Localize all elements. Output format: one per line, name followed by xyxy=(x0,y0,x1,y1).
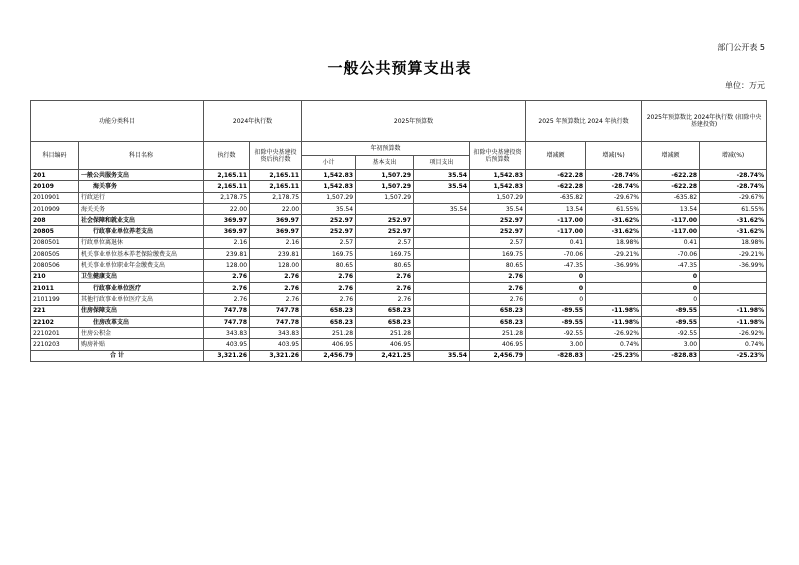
row-change-pct: -29.21% xyxy=(586,249,642,260)
row-subtotal: 251.28 xyxy=(302,328,356,339)
row-change-amount: -622.28 xyxy=(526,181,586,192)
row-project xyxy=(414,305,470,316)
table-row xyxy=(31,170,767,181)
row-budget-excl: 252.97 xyxy=(470,215,526,226)
row-name: 机关事业单位基本养老保险缴费支出 xyxy=(79,249,204,260)
row-change-amount: -89.55 xyxy=(526,305,586,316)
row-exec: 2.16 xyxy=(204,237,250,248)
row-exec: 2.76 xyxy=(204,271,250,282)
header-project: 项目支出 xyxy=(414,156,470,170)
table-row xyxy=(31,339,767,350)
row-exec: 747.78 xyxy=(204,316,250,327)
table-row xyxy=(31,316,767,327)
row-exec-excl: 747.78 xyxy=(250,316,302,327)
row-subtotal: 2.57 xyxy=(302,237,356,248)
row-exec-excl: 2,165.11 xyxy=(250,170,302,181)
row-budget-excl: 35.54 xyxy=(470,203,526,214)
row-budget-excl: 1,542.83 xyxy=(470,170,526,181)
total-row xyxy=(31,350,767,361)
row-code: 2010901 xyxy=(31,192,79,203)
row-name: 行政事业单位医疗 xyxy=(79,282,204,293)
row-exec: 2.76 xyxy=(204,282,250,293)
row-change-pct-2: 18.98% xyxy=(700,237,767,248)
row-exec-excl: 2,178.75 xyxy=(250,192,302,203)
row-subtotal: 2.76 xyxy=(302,271,356,282)
row-change-pct: -31.62% xyxy=(586,215,642,226)
total-label: 合 计 xyxy=(31,350,204,361)
row-change-amount: 0.41 xyxy=(526,237,586,248)
row-project xyxy=(414,271,470,282)
row-budget-excl: 1,542.83 xyxy=(470,181,526,192)
row-exec-excl: 2,165.11 xyxy=(250,181,302,192)
table-row xyxy=(31,305,767,316)
row-code: 2210201 xyxy=(31,328,79,339)
row-basic: 2.76 xyxy=(356,271,414,282)
row-exec-excl: 2.76 xyxy=(250,294,302,305)
total-change-pct-2: -25.23% xyxy=(700,350,767,361)
row-change-pct: -36.99% xyxy=(586,260,642,271)
row-exec-excl: 128.00 xyxy=(250,260,302,271)
row-name: 住房保障支出 xyxy=(79,305,204,316)
row-basic: 252.97 xyxy=(356,215,414,226)
header-change-amount-2: 增减额 xyxy=(642,142,700,170)
row-change-amount-2: 13.54 xyxy=(642,203,700,214)
row-budget-excl: 406.95 xyxy=(470,339,526,350)
row-change-pct: -31.62% xyxy=(586,226,642,237)
row-exec: 343.83 xyxy=(204,328,250,339)
row-subtotal: 406.95 xyxy=(302,339,356,350)
row-change-amount-2: -622.28 xyxy=(642,181,700,192)
row-exec: 22.00 xyxy=(204,203,250,214)
row-budget-excl: 2.76 xyxy=(470,282,526,293)
row-change-pct-2: 61.55% xyxy=(700,203,767,214)
row-exec: 239.81 xyxy=(204,249,250,260)
row-exec-excl: 369.97 xyxy=(250,226,302,237)
row-budget-excl: 658.23 xyxy=(470,305,526,316)
row-project xyxy=(414,260,470,271)
row-change-pct xyxy=(586,282,642,293)
table-row xyxy=(31,226,767,237)
row-basic: 1,507.29 xyxy=(356,192,414,203)
row-project: 35.54 xyxy=(414,181,470,192)
table-row xyxy=(31,294,767,305)
header-category: 功能分类科目 xyxy=(31,101,204,142)
row-basic: 80.65 xyxy=(356,260,414,271)
row-basic: 658.23 xyxy=(356,305,414,316)
row-budget-excl: 2.57 xyxy=(470,237,526,248)
row-subtotal: 35.54 xyxy=(302,203,356,214)
row-name: 卫生健康支出 xyxy=(79,271,204,282)
table-row xyxy=(31,181,767,192)
total-change-pct: -25.23% xyxy=(586,350,642,361)
header-exec-amount: 执行数 xyxy=(204,142,250,170)
total-exec-excl: 3,321.26 xyxy=(250,350,302,361)
row-change-amount: 13.54 xyxy=(526,203,586,214)
header-code: 科目编码 xyxy=(31,142,79,170)
row-change-amount-2: -89.55 xyxy=(642,305,700,316)
row-name: 行政事业单位养老支出 xyxy=(79,226,204,237)
row-name: 机关事业单位职业年金缴费支出 xyxy=(79,260,204,271)
row-basic: 169.75 xyxy=(356,249,414,260)
row-change-amount: 0 xyxy=(526,271,586,282)
row-basic: 251.28 xyxy=(356,328,414,339)
row-project xyxy=(414,328,470,339)
row-change-pct: 18.98% xyxy=(586,237,642,248)
row-subtotal: 80.65 xyxy=(302,260,356,271)
table-row xyxy=(31,328,767,339)
row-basic: 1,507.29 xyxy=(356,181,414,192)
row-change-pct: -29.67% xyxy=(586,192,642,203)
row-change-amount-2: -92.55 xyxy=(642,328,700,339)
budget-table xyxy=(30,100,767,362)
row-change-amount-2: -635.82 xyxy=(642,192,700,203)
row-change-amount-2: -47.35 xyxy=(642,260,700,271)
row-subtotal: 2.76 xyxy=(302,282,356,293)
header-change-pct-2: 增减(%) xyxy=(700,142,767,170)
row-change-pct-2: 0.74% xyxy=(700,339,767,350)
row-subtotal: 658.23 xyxy=(302,316,356,327)
row-project xyxy=(414,249,470,260)
row-change-amount-2: 0.41 xyxy=(642,237,700,248)
row-code: 2080501 xyxy=(31,237,79,248)
row-change-pct-2: -31.62% xyxy=(700,215,767,226)
row-change-pct-2 xyxy=(700,294,767,305)
row-change-amount: -70.06 xyxy=(526,249,586,260)
header-change-pct: 增减(%) xyxy=(586,142,642,170)
row-change-amount-2: -622.28 xyxy=(642,170,700,181)
row-exec-excl: 2.76 xyxy=(250,271,302,282)
row-exec: 2,178.75 xyxy=(204,192,250,203)
row-exec: 403.95 xyxy=(204,339,250,350)
row-project xyxy=(414,294,470,305)
row-name: 其他行政事业单位医疗支出 xyxy=(79,294,204,305)
row-exec: 747.78 xyxy=(204,305,250,316)
row-exec: 2,165.11 xyxy=(204,181,250,192)
row-budget-excl: 658.23 xyxy=(470,316,526,327)
header-change-amount: 增减额 xyxy=(526,142,586,170)
row-project xyxy=(414,316,470,327)
total-change-amount: -828.83 xyxy=(526,350,586,361)
row-project xyxy=(414,226,470,237)
row-change-amount-2: -70.06 xyxy=(642,249,700,260)
row-change-pct: -28.74% xyxy=(586,181,642,192)
row-change-amount: -117.00 xyxy=(526,215,586,226)
row-name: 海关事务 xyxy=(79,181,204,192)
row-exec: 2.76 xyxy=(204,294,250,305)
table-body xyxy=(31,170,767,362)
row-change-amount: -117.00 xyxy=(526,226,586,237)
row-code: 208 xyxy=(31,215,79,226)
row-exec: 2,165.11 xyxy=(204,170,250,181)
row-basic: 406.95 xyxy=(356,339,414,350)
header-exec-2024: 2024年执行数 xyxy=(204,101,302,142)
row-subtotal: 1,542.83 xyxy=(302,181,356,192)
row-change-amount-2: 0 xyxy=(642,271,700,282)
table-row xyxy=(31,271,767,282)
row-exec-excl: 2.16 xyxy=(250,237,302,248)
total-subtotal: 2,456.79 xyxy=(302,350,356,361)
row-name: 海关关务 xyxy=(79,203,204,214)
row-basic: 252.97 xyxy=(356,226,414,237)
row-change-amount-2: 0 xyxy=(642,282,700,293)
row-subtotal: 169.75 xyxy=(302,249,356,260)
row-code: 20109 xyxy=(31,181,79,192)
row-change-amount: -92.55 xyxy=(526,328,586,339)
row-budget-excl: 80.65 xyxy=(470,260,526,271)
header-compare-excl: 2025年预算数比 2024年执行数 (扣除中央基建投资) xyxy=(642,101,767,142)
table-row xyxy=(31,237,767,248)
row-code: 2080505 xyxy=(31,249,79,260)
row-change-pct-2: -36.99% xyxy=(700,260,767,271)
unit-label: 单位：万元 xyxy=(725,81,765,90)
total-change-amount-2: -828.83 xyxy=(642,350,700,361)
row-budget-excl: 2.76 xyxy=(470,271,526,282)
row-code: 20805 xyxy=(31,226,79,237)
row-subtotal: 252.97 xyxy=(302,215,356,226)
row-code: 201 xyxy=(31,170,79,181)
row-change-amount: -622.28 xyxy=(526,170,586,181)
header-basic: 基本支出 xyxy=(356,156,414,170)
table-row xyxy=(31,249,767,260)
row-change-pct-2: -29.67% xyxy=(700,192,767,203)
header-name: 科目名称 xyxy=(79,142,204,170)
row-basic: 2.76 xyxy=(356,282,414,293)
row-basic xyxy=(356,203,414,214)
row-project: 35.54 xyxy=(414,170,470,181)
row-exec: 369.97 xyxy=(204,226,250,237)
row-project xyxy=(414,237,470,248)
row-name: 住房改革支出 xyxy=(79,316,204,327)
row-code: 21011 xyxy=(31,282,79,293)
row-name: 行政运行 xyxy=(79,192,204,203)
row-change-pct: 0.74% xyxy=(586,339,642,350)
row-code: 2010909 xyxy=(31,203,79,214)
page-title: 一般公共预算支出表 xyxy=(327,59,472,77)
row-exec-excl: 369.97 xyxy=(250,215,302,226)
row-project: 35.54 xyxy=(414,203,470,214)
row-basic: 2.76 xyxy=(356,294,414,305)
row-change-pct: -28.74% xyxy=(586,170,642,181)
row-project xyxy=(414,215,470,226)
row-change-pct: -26.92% xyxy=(586,328,642,339)
row-change-pct-2: -31.62% xyxy=(700,226,767,237)
row-name: 行政单位离退休 xyxy=(79,237,204,248)
table-row xyxy=(31,282,767,293)
row-budget-excl: 251.28 xyxy=(470,328,526,339)
header-subtotal: 小计 xyxy=(302,156,356,170)
row-change-pct-2: -11.98% xyxy=(700,305,767,316)
row-change-amount: -89.55 xyxy=(526,316,586,327)
row-code: 221 xyxy=(31,305,79,316)
header-exec-excl: 扣除中央基建投资后执行数 xyxy=(250,142,302,170)
row-change-pct xyxy=(586,294,642,305)
header-compare-exec: 2025 年预算数比 2024 年执行数 xyxy=(526,101,642,142)
row-project xyxy=(414,192,470,203)
row-name: 住房公积金 xyxy=(79,328,204,339)
row-basic: 658.23 xyxy=(356,316,414,327)
row-budget-excl: 169.75 xyxy=(470,249,526,260)
row-exec-excl: 403.95 xyxy=(250,339,302,350)
row-change-pct-2: -11.98% xyxy=(700,316,767,327)
row-exec-excl: 2.76 xyxy=(250,282,302,293)
table-row xyxy=(31,215,767,226)
header-budget-excl: 扣除中央基建投资后预算数 xyxy=(470,142,526,170)
row-exec: 369.97 xyxy=(204,215,250,226)
row-name: 社会保障和就业支出 xyxy=(79,215,204,226)
row-exec-excl: 747.78 xyxy=(250,305,302,316)
row-budget-excl: 2.76 xyxy=(470,294,526,305)
table-row xyxy=(31,192,767,203)
row-change-amount: -47.35 xyxy=(526,260,586,271)
row-change-amount-2: 3.00 xyxy=(642,339,700,350)
row-change-pct: -11.98% xyxy=(586,316,642,327)
row-subtotal: 658.23 xyxy=(302,305,356,316)
total-exec: 3,321.26 xyxy=(204,350,250,361)
total-basic: 2,421.25 xyxy=(356,350,414,361)
row-name: 购房补贴 xyxy=(79,339,204,350)
row-change-pct-2 xyxy=(700,271,767,282)
row-exec-excl: 22.00 xyxy=(250,203,302,214)
row-code: 210 xyxy=(31,271,79,282)
row-exec-excl: 343.83 xyxy=(250,328,302,339)
row-subtotal: 1,542.83 xyxy=(302,170,356,181)
row-change-pct-2: -26.92% xyxy=(700,328,767,339)
total-project: 35.54 xyxy=(414,350,470,361)
row-code: 2101199 xyxy=(31,294,79,305)
document-code: 部门公开表 5 xyxy=(717,43,765,52)
row-change-amount: 3.00 xyxy=(526,339,586,350)
row-subtotal: 2.76 xyxy=(302,294,356,305)
row-name: 一般公共服务支出 xyxy=(79,170,204,181)
row-change-amount-2: -89.55 xyxy=(642,316,700,327)
row-budget-excl: 1,507.29 xyxy=(470,192,526,203)
row-exec-excl: 239.81 xyxy=(250,249,302,260)
row-basic: 2.57 xyxy=(356,237,414,248)
row-change-pct: 61.55% xyxy=(586,203,642,214)
row-change-pct: -11.98% xyxy=(586,305,642,316)
row-subtotal: 252.97 xyxy=(302,226,356,237)
row-budget-excl: 252.97 xyxy=(470,226,526,237)
row-change-amount-2: -117.00 xyxy=(642,215,700,226)
table-row xyxy=(31,260,767,271)
row-project xyxy=(414,282,470,293)
row-change-pct-2: -28.74% xyxy=(700,170,767,181)
row-subtotal: 1,507.29 xyxy=(302,192,356,203)
row-change-amount-2: 0 xyxy=(642,294,700,305)
table-row xyxy=(31,203,767,214)
row-code: 2080506 xyxy=(31,260,79,271)
row-project xyxy=(414,339,470,350)
row-change-amount-2: -117.00 xyxy=(642,226,700,237)
row-change-pct-2: -28.74% xyxy=(700,181,767,192)
row-basic: 1,507.29 xyxy=(356,170,414,181)
total-budget-excl: 2,456.79 xyxy=(470,350,526,361)
row-change-pct xyxy=(586,271,642,282)
row-code: 2210203 xyxy=(31,339,79,350)
row-change-amount: -635.82 xyxy=(526,192,586,203)
row-exec: 128.00 xyxy=(204,260,250,271)
header-annual-budget: 年初预算数 xyxy=(302,142,470,156)
row-change-pct-2: -29.21% xyxy=(700,249,767,260)
row-code: 22102 xyxy=(31,316,79,327)
row-change-amount: 0 xyxy=(526,282,586,293)
row-change-amount: 0 xyxy=(526,294,586,305)
row-change-pct-2 xyxy=(700,282,767,293)
header-budget-2025: 2025年预算数 xyxy=(302,101,526,142)
